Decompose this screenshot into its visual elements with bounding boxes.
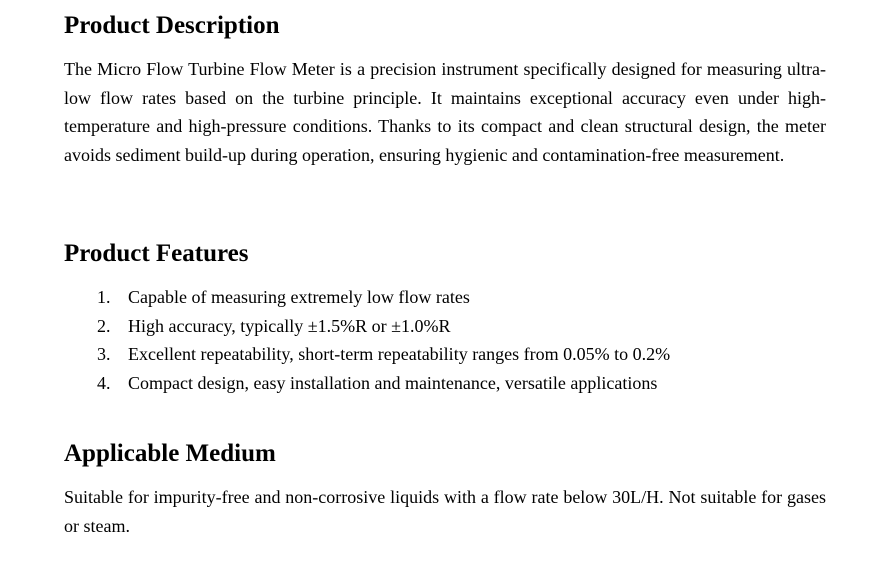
list-item-text: Capable of measuring extremely low flow rates	[128, 287, 470, 307]
list-item-number: 2.	[97, 315, 111, 336]
medium-paragraph: Suitable for impurity-free and non-corrosive liquids with a flow rate below 30L/H. Not suitable for gases or steam.	[64, 487, 826, 536]
list-item-number: 1.	[97, 287, 111, 307]
description-paragraph: The Micro Flow Turbine Flow Meter is a precision instrument specifically designed for measuring ultra-low flow rates based on the turbine principle. It maintains exceptional accuracy even under high-temperature and high-pressure conditions. Thanks to its compact and clean structural design, the meter avoids sediment build-up during operation, ensuring hygienic and contamination-free measurement.	[64, 59, 826, 165]
features-heading: Product Features	[64, 240, 249, 267]
medium-heading: Applicable Medium	[64, 440, 276, 467]
list-item	[64, 369, 826, 398]
list-item	[64, 340, 826, 369]
list-item-number: 3.	[97, 344, 111, 365]
list-item-text: High accuracy, typically ±1.5%R or ±1.0%R	[128, 315, 451, 336]
list-item-text: Excellent repeatability, short-term repeatability ranges from 0.05% to 0.2%	[128, 344, 671, 365]
description-heading: Product Description	[64, 12, 280, 39]
list-item	[64, 283, 826, 312]
features-list	[64, 283, 826, 397]
list-item	[64, 312, 826, 341]
list-item-text: Compact design, easy installation and maintenance, versatile applications	[128, 372, 658, 393]
list-item-number: 4.	[97, 372, 111, 393]
